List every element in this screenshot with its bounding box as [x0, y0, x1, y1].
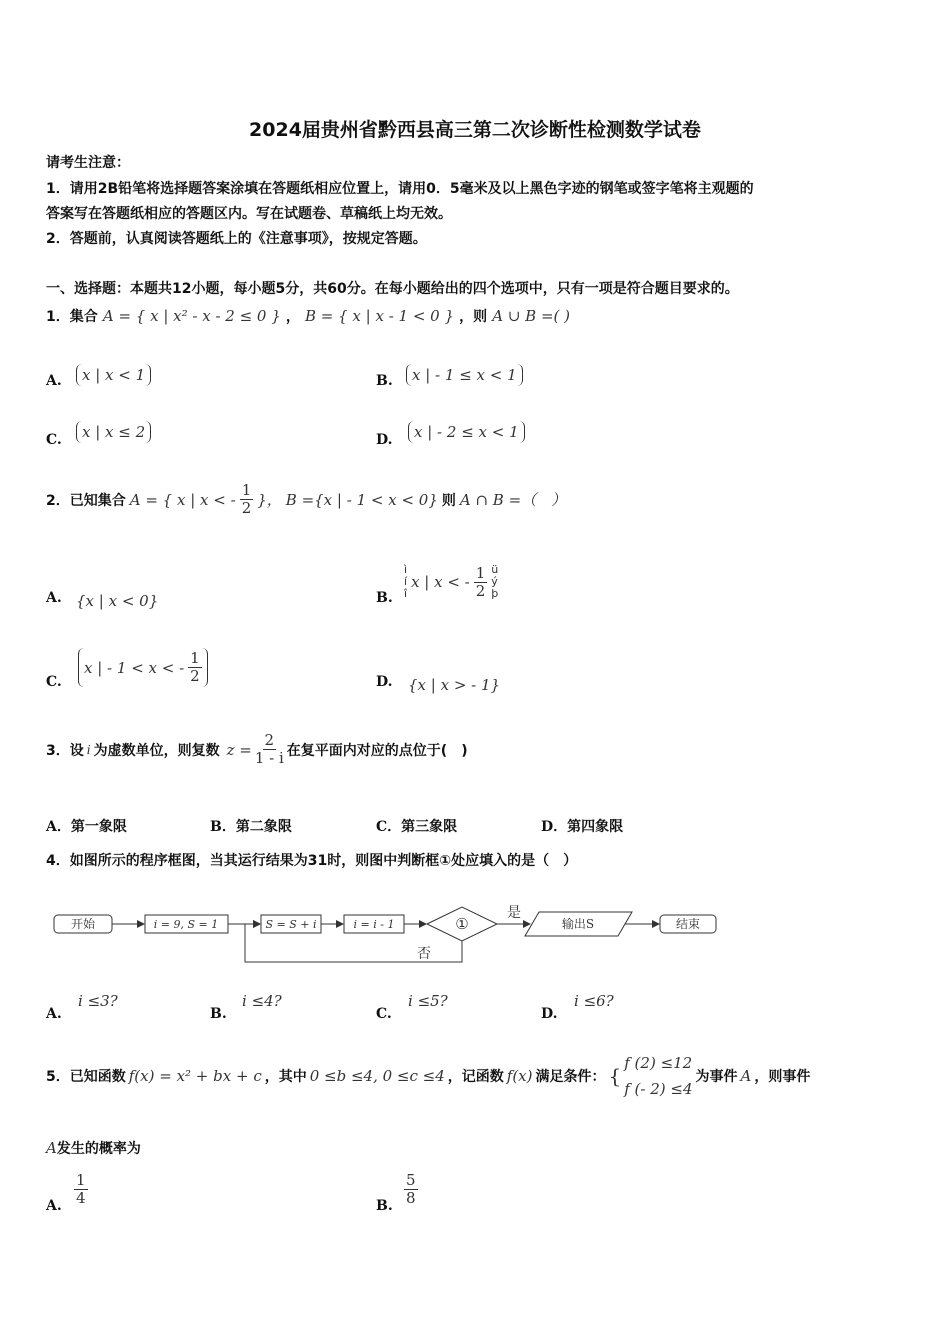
q3-option-b[interactable]: B．第二象限 — [210, 819, 292, 835]
q3-fraction: $\frac{2}{1 - i}$ — [254, 731, 284, 767]
q2-option-d[interactable]: {x | x > - 1} — [408, 676, 501, 694]
q1-ask: A ∪ B =( ) — [492, 307, 571, 325]
q2-label-d: D. — [376, 674, 393, 690]
q5-conditions: f (2) ≤12 f (- 2) ≤4 — [624, 1054, 693, 1098]
flow-end: 结束 — [675, 917, 701, 931]
q3-option-c[interactable]: C．第三象限 — [376, 819, 458, 835]
notice-line-1b: 答案写在答题纸相应的答题区内。写在试题卷、草稿纸上均无效。 — [46, 206, 452, 222]
flow-condition: ① — [455, 915, 469, 933]
right-brace-glyphs: ü ý þ — [491, 563, 499, 600]
q5-option-a[interactable]: $\frac{1}{4}$ — [76, 1171, 86, 1207]
q1-label-a: A. — [46, 373, 62, 389]
flow-no: 否 — [417, 946, 431, 962]
q1-label-b: B. — [376, 373, 393, 389]
section-heading: 一、选择题：本题共12小题，每小题5分，共60分。在每小题给出的四个选项中，只有一项是符合题目要求的。 — [46, 281, 739, 297]
notice-line-1: 1．请用2B铅笔将选择题答案涂填在答题纸相应位置上，请用0．5毫米及以上黑色字迹的钢笔或签字笔将主观题的 — [46, 181, 754, 197]
q1-option-b[interactable]: x | - 1 ≤ x < 1 — [406, 364, 523, 386]
q1-set-b: B = { x | x - 1 < 0 } — [304, 307, 455, 325]
q3-option-d[interactable]: D．第四象限 — [541, 819, 624, 835]
question-5-stem: 5．已知函数 f(x) = x² + bx + c ，其中 0 ≤b ≤4, 0 ≤c ≤4 ，记函数 f(x) 满足条件： { f (2) ≤12 f (- 2) ≤4 为事件 A ，则事件 — [46, 1050, 810, 1102]
q2-option-c[interactable]: x | - 1 < x < - $\frac{1}{2}$ — [78, 648, 208, 687]
q2-option-b[interactable]: ì í î x | x < - $\frac{1}{2}$ ü ý þ — [404, 563, 499, 600]
q2-label-b: B. — [376, 590, 393, 606]
q4-label-a: A. — [46, 1006, 62, 1022]
question-1-stem: 1．集合 A = { x | x² - x - 2 ≤ 0 } ， B = { x | x - 1 < 0 } ，则 A ∪ B =( ) — [46, 307, 571, 325]
q4-option-b[interactable]: i ≤4? — [242, 992, 282, 1010]
flow-start: 开始 — [70, 917, 96, 931]
notice-heading: 请考生注意： — [46, 155, 130, 171]
left-brace-glyphs: ì í î — [404, 563, 408, 600]
q1-set-a: A = { x | x² - x - 2 ≤ 0 } — [102, 307, 281, 325]
flow-output: 输出S — [561, 917, 595, 931]
q2-set-b: B ={x | - 1 < x < 0} — [285, 490, 438, 509]
q5-range: 0 ≤b ≤4, 0 ≤c ≤4 — [309, 1067, 445, 1085]
flow-step2: i = i - 1 — [353, 918, 395, 931]
q3-option-a[interactable]: A．第一象限 — [46, 819, 127, 835]
flow-init: i = 9, S = 1 — [153, 918, 219, 931]
q4-label-c: C. — [376, 1006, 392, 1022]
q4-label-d: D. — [541, 1006, 558, 1022]
q2-option-a[interactable]: {x | x < 0} — [76, 592, 159, 610]
q2-fraction: $\frac{1}{2}$ — [241, 481, 252, 517]
q5-line-2: A发生的概率为 — [46, 1139, 141, 1157]
flow-step1: S = S + i — [265, 918, 317, 931]
q2-label-a: A. — [46, 590, 62, 606]
q5-option-b[interactable]: $\frac{5}{8}$ — [406, 1171, 416, 1207]
question-3-stem: 3．设 i 为虚数单位，则复数 z = $\frac{2}{1 - i}$ 在复平面内对应的点位于( ) — [46, 731, 468, 767]
q5-label-a: A. — [46, 1198, 62, 1214]
q1-option-a[interactable]: x | x < 1 — [76, 364, 151, 386]
q4-label-b: B. — [210, 1006, 227, 1022]
q4-option-c[interactable]: i ≤5? — [408, 992, 448, 1010]
flowchart — [40, 895, 730, 970]
q4-option-a[interactable]: i ≤3? — [78, 992, 118, 1010]
q5-label-b: B. — [376, 1198, 393, 1214]
q2-ask: A ∩ B =（ ） — [459, 491, 567, 509]
q1-option-c[interactable]: x | x ≤ 2 — [76, 421, 151, 443]
q1-label-c: C. — [46, 432, 62, 448]
q4-option-d[interactable]: i ≤6? — [574, 992, 614, 1010]
q1-option-d[interactable]: x | - 2 ≤ x < 1 — [408, 421, 525, 443]
q2-label-c: C. — [46, 674, 62, 690]
notice-line-2: 2．答题前，认真阅读答题纸上的《注意事项》，按规定答题。 — [46, 231, 427, 247]
question-4-stem: 4．如图所示的程序框图，当其运行结果为31时，则图中判断框①处应填入的是（ ） — [46, 853, 578, 869]
q1-label-d: D. — [376, 432, 393, 448]
question-2-stem: 2．已知集合 A = { x | x < - $\frac{1}{2}$ }， B ={x | - 1 < x < 0} 则 A ∩ B =（ ） — [46, 481, 567, 517]
flow-yes: 是 — [507, 905, 521, 921]
page-title: 2024届贵州省黔西县高三第二次诊断性检测数学试卷 — [249, 119, 701, 141]
q5-function: f(x) = x² + bx + c — [128, 1067, 262, 1085]
